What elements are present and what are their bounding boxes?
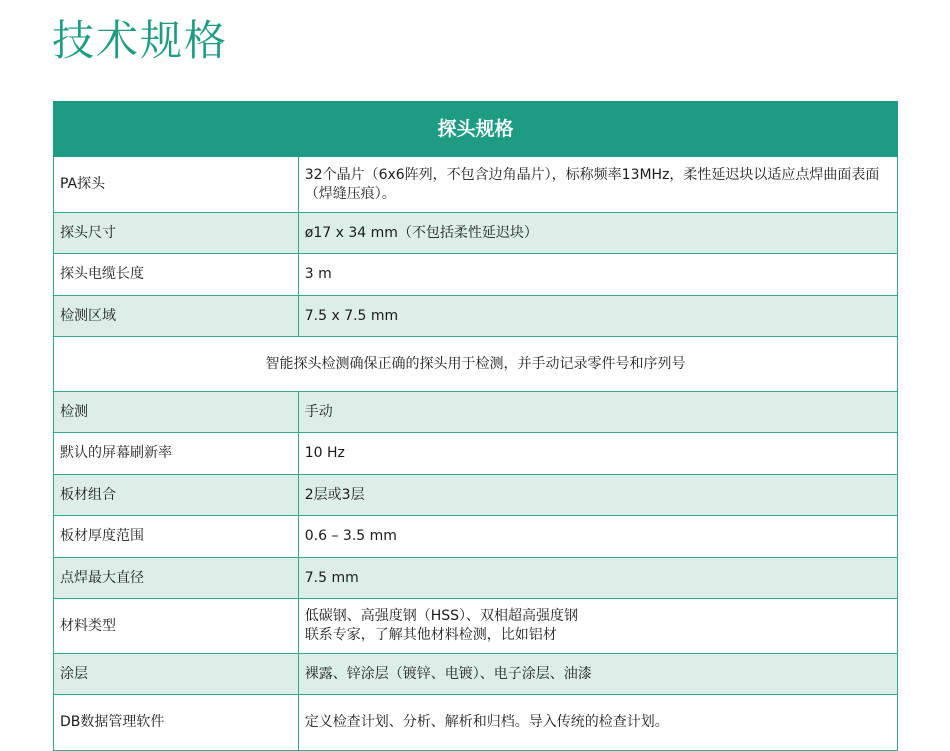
row-value: 7.5 mm [298,558,897,599]
row-label: 探头尺寸 [54,213,299,254]
row-value: 定义检查计划、分析、解析和归档。导入传统的检查计划。 [298,695,897,751]
row-value-line-2: 联系专家，了解其他材料检测，比如铝材 [304,627,557,643]
table-row [54,558,898,599]
table-row [54,475,898,516]
row-label: PA探头 [54,157,299,213]
row-label: 默认的屏幕刷新率 [54,433,299,475]
row-value: 10 Hz [298,433,897,475]
table-row [54,516,898,558]
row-value: 裸露、锌涂层（镀锌、电镀）、电子涂层、油漆 [298,654,897,695]
row-value: 32个晶片（6x6阵列，不包含边角晶片），标称频率13MHz，柔性延迟块以适应点焊曲面表面（焊缝压痕）。 [298,157,897,213]
table-row [54,654,898,695]
row-label: 板材组合 [54,475,299,516]
row-value: ø17 x 34 mm（不包括柔性延迟块） [298,213,897,254]
table-note-row [54,337,898,392]
table-row [54,695,898,751]
table-row [54,296,898,337]
row-label: 检测 [54,392,299,433]
row-label: 板材厚度范围 [54,516,299,558]
row-value: 7.5 x 7.5 mm [298,296,897,337]
row-label: 检测区域 [54,296,299,337]
probe-spec-table [53,101,898,751]
page-title: 技术规格 [52,16,229,65]
row-value: 手动 [298,392,897,433]
row-label: DB数据管理软件 [54,695,299,751]
row-value: 0.6 – 3.5 mm [298,516,897,558]
row-label: 涂层 [54,654,299,695]
table-row [54,157,898,213]
row-label: 探头电缆长度 [54,254,299,296]
row-value: 3 m [298,254,897,296]
table-header: 探头规格 [54,102,898,157]
table-note: 智能探头检测确保正确的探头用于检测，并手动记录零件号和序列号 [54,337,898,392]
row-value-line-1: 低碳钢、高强度钢（HSS）、双相超高强度钢 [304,608,579,624]
table-row [54,254,898,296]
table-row [54,599,898,654]
row-value: 2层或3层 [298,475,897,516]
row-value [298,599,897,654]
table-row [54,392,898,433]
row-label: 点焊最大直径 [54,558,299,599]
table-row [54,433,898,475]
table-row [54,213,898,254]
row-label: 材料类型 [54,599,299,654]
